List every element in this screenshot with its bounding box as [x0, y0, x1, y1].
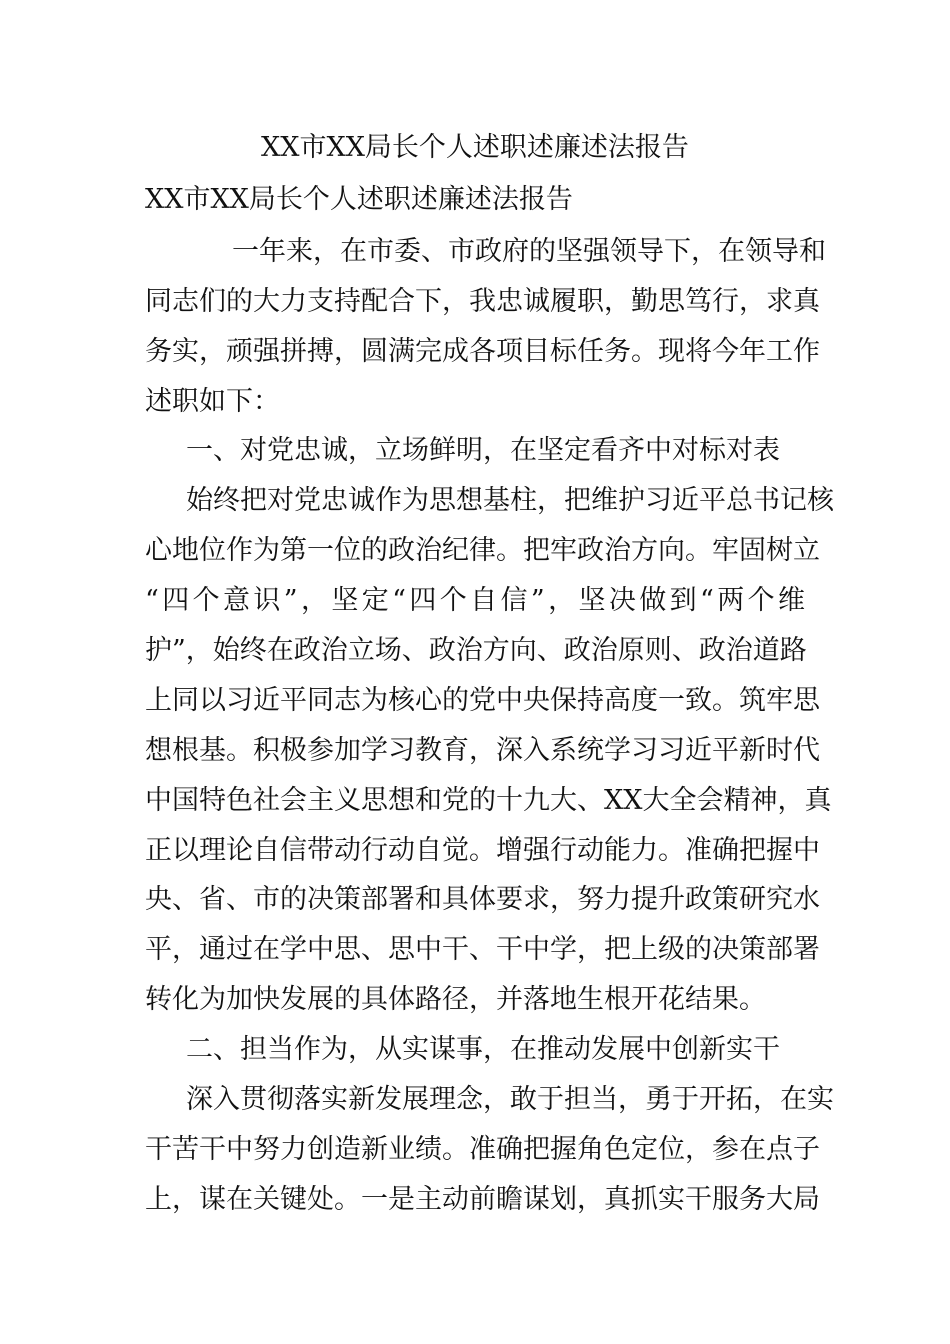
paragraph-line: 上，谋在关键处。一是主动前瞻谋划，真抓实干服务大局: [145, 1184, 820, 1215]
paragraph-line: 上同以习近平同志为核心的党中央保持高度一致。筑牢思: [145, 685, 820, 716]
paragraph-line: 护”，始终在政治立场、政治方向、政治原则、政治道路: [145, 635, 807, 666]
section-heading: 二、担当作为，从实谋事，在推动发展中创新实干: [186, 1034, 780, 1065]
paragraph-line: 心地位作为第一位的政治纪律。把牢政治方向。牢固树立: [145, 535, 820, 566]
paragraph-line: 务实，顽强拼搏，圆满完成各项目标任务。现将今年工作: [145, 336, 820, 367]
paragraph-line: 央、省、市的决策部署和具体要求，努力提升政策研究水: [145, 884, 820, 915]
paragraph-line: 中国特色社会主义思想和党的十九大、XX大全会精神，真: [145, 785, 832, 816]
paragraph-line: 始终把对党忠诚作为思想基柱，把维护习近平总书记核: [186, 485, 834, 516]
paragraph-line: 深入贯彻落实新发展理念，敢于担当，勇于开拓，在实: [186, 1084, 834, 1115]
section-heading: 一、对党忠诚，立场鲜明，在坚定看齐中对标对表: [186, 435, 780, 466]
paragraph-line: 同志们的大力支持配合下，我忠诚履职，勤思笃行，求真: [145, 286, 820, 317]
paragraph-line: 转化为加快发展的具体路径，并落地生根开花结果。: [145, 984, 766, 1015]
paragraph-line: 正以理论自信带动行动自觉。增强行动能力。准确把握中: [145, 835, 820, 866]
paragraph-line: 干苦干中努力创造新业绩。准确把握角色定位，参在点子: [145, 1134, 820, 1165]
paragraph-line: 述职如下：: [145, 386, 280, 417]
document-subtitle: XX市XX局长个人述职述廉述法报告: [145, 184, 573, 215]
paragraph-line: “四个意识”，坚定“四个自信”，坚决做到“两个维: [145, 585, 805, 616]
page-title: XX市XX局长个人述职述廉述法报告: [261, 132, 689, 163]
paragraph-line: 平，通过在学中思、思中干、干中学，把上级的决策部署: [145, 934, 820, 965]
paragraph-line: 一年来，在市委、市政府的坚强领导下，在领导和: [232, 236, 826, 267]
paragraph-line: 想根基。积极参加学习教育，深入系统学习习近平新时代: [145, 735, 820, 766]
